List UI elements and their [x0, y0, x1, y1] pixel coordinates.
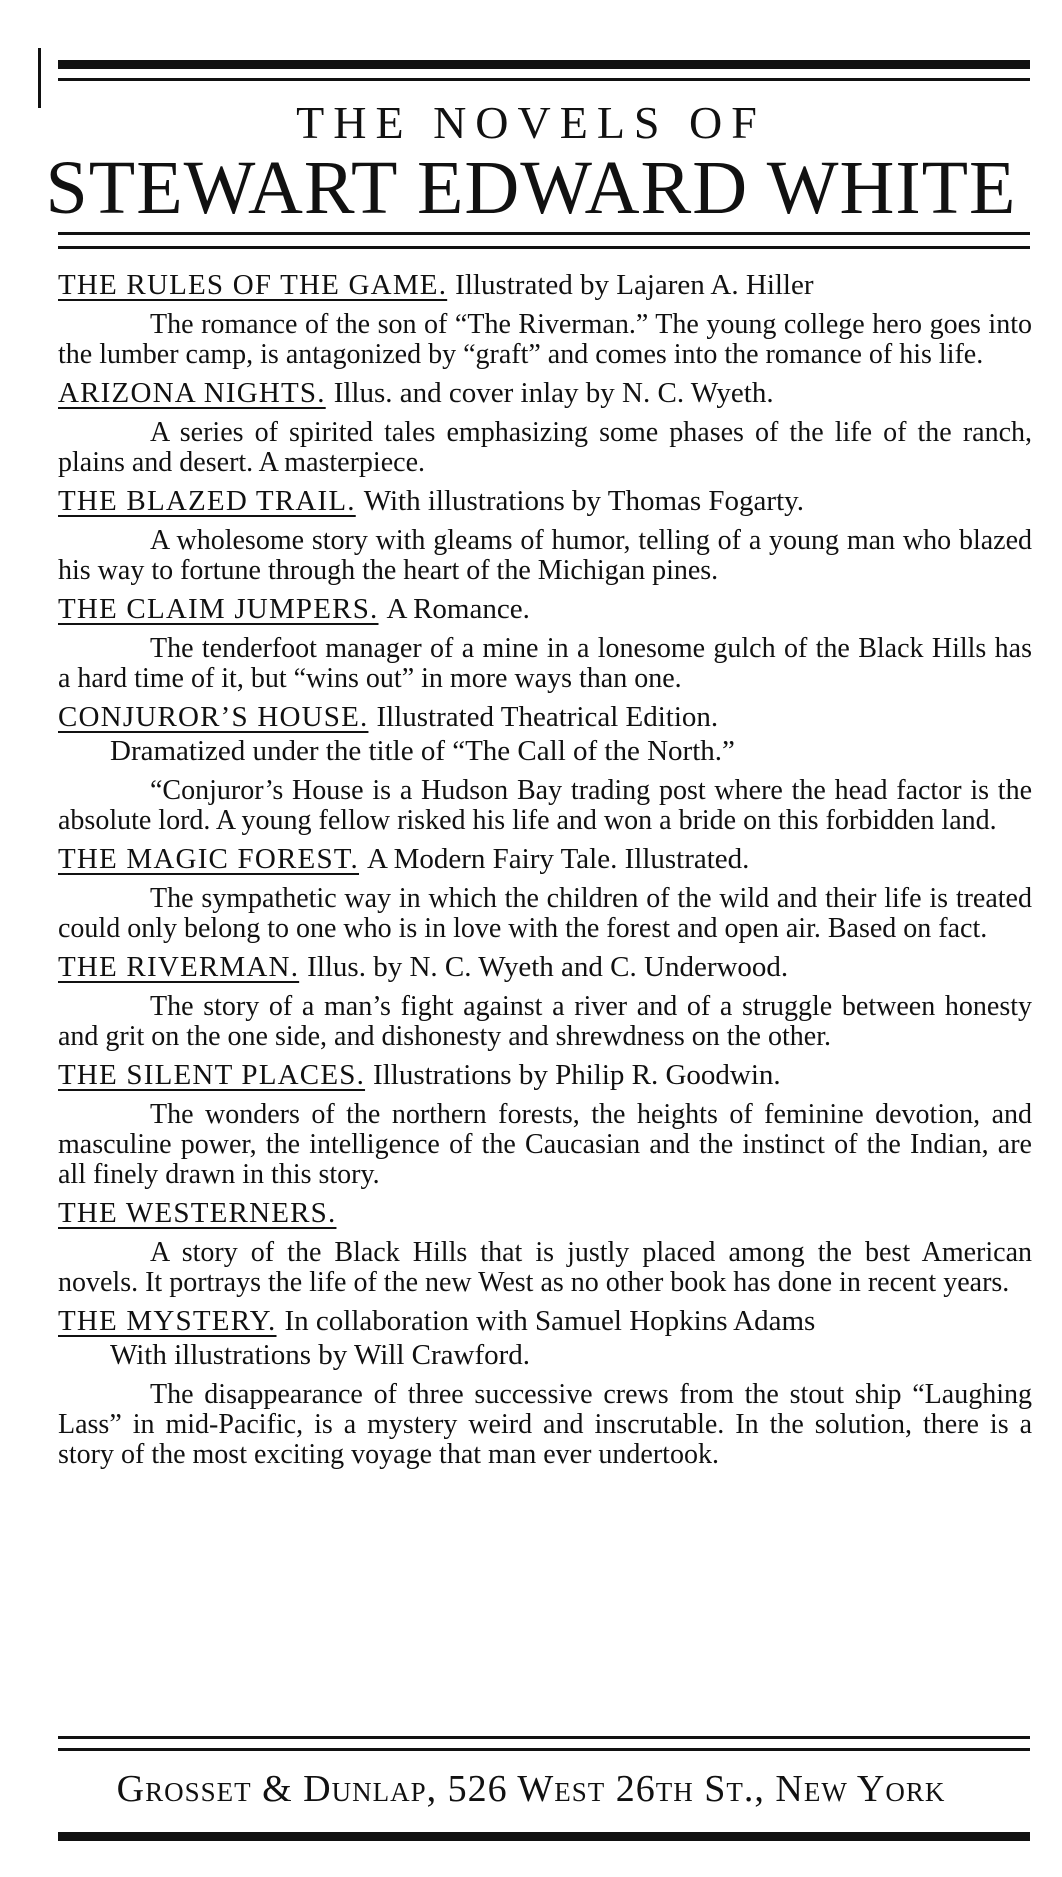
publisher-imprint: Grosset & Dunlap, 526 West 26th St., New York: [116, 1768, 946, 1810]
entry-title-line: [58, 1058, 1032, 1092]
novel-title: THE RULES OF THE GAME.: [58, 269, 448, 301]
novel-entry: [58, 950, 1032, 1052]
header-rule-1: [58, 232, 1030, 235]
novel-credit: In collaboration with Samuel Hopkins Adams: [284, 1305, 816, 1337]
novel-credit: Illustrated Theatrical Edition.: [376, 701, 719, 733]
novel-credit: Illustrations by Philip R. Goodwin.: [373, 1059, 781, 1091]
entry-title-line: [58, 950, 1032, 984]
entry-title-line: [58, 700, 1032, 734]
novel-entry: [58, 1058, 1032, 1190]
novel-title: THE RIVERMAN.: [58, 951, 300, 983]
novel-title: THE WESTERNERS.: [58, 1197, 337, 1229]
novel-title: CONJUROR’S HOUSE.: [58, 701, 369, 733]
novel-description: The disappearance of three successive crews from the stout ship “Laughing Lass” in mid-Pacific, is a mystery weird and inscrutable. In the solution, there is a story of the most exciting voyage that man ever undertook.: [58, 1379, 1032, 1470]
novel-credit: Illus. and cover inlay by N. C. Wyeth.: [333, 377, 774, 409]
bottom-rule-thick: [58, 1832, 1030, 1841]
entry-title-line: [58, 842, 1032, 876]
novel-title: THE CLAIM JUMPERS.: [58, 593, 379, 625]
novel-entry: [58, 484, 1032, 586]
novel-description: A series of spirited tales emphasizing some phases of the life of the ranch, plains and desert. A masterpiece.: [58, 417, 1032, 478]
novel-description: The tenderfoot manager of a mine in a lonesome gulch of the Black Hills has a hard time of it, but “wins out” in more ways than one.: [58, 633, 1032, 694]
novel-description: The wonders of the northern forests, the heights of feminine devotion, and masculine power, the intelligence of the Caucasian and the instinct of the Indian, are all finely drawn in this story.: [58, 1099, 1032, 1190]
novel-description: The romance of the son of “The Riverman.” The young college hero goes into the lumber camp, is antagonized by “graft” and comes into the romance of his life.: [58, 309, 1032, 370]
novel-credit: A Romance.: [386, 593, 530, 625]
novel-title: THE SILENT PLACES.: [58, 1059, 366, 1091]
entry-title-line: [58, 484, 1032, 518]
header-line-1: THE NOVELS OF: [296, 97, 766, 148]
novel-entry: [58, 376, 1032, 478]
novel-description: A story of the Black Hills that is justly placed among the best American novels. It portrays the life of the new West as no other book has done in recent years.: [58, 1237, 1032, 1298]
novel-description: The story of a man’s fight against a river and of a struggle between honesty and grit on the one side, and dishonesty and shrewdness on the other.: [58, 991, 1032, 1052]
novel-entry: [58, 842, 1032, 944]
footer-rule-2: [58, 1748, 1030, 1751]
novel-list: [58, 268, 1032, 1476]
novel-title: THE MYSTERY.: [58, 1305, 277, 1337]
entry-title-line: [58, 268, 1032, 302]
footer-rule-1: [58, 1736, 1030, 1739]
entry-title-line: [58, 376, 1032, 410]
novel-description: A wholesome story with gleams of humor, telling of a young man who blazed his way to fortune through the heart of the Michigan pines.: [58, 525, 1032, 586]
crop-mark: [38, 48, 41, 108]
novel-description: The sympathetic way in which the children of the wild and their life is treated could only belong to one who is in love with the forest and open air. Based on fact.: [58, 883, 1032, 944]
top-rule-thin: [58, 78, 1030, 81]
novel-credit: A Modern Fairy Tale. Illustrated.: [367, 843, 750, 875]
novel-title: ARIZONA NIGHTS.: [58, 377, 326, 409]
novel-subline: Dramatized under the title of “The Call of the North.”: [110, 735, 735, 767]
novel-entry: [58, 1304, 1032, 1470]
entry-title-line: [58, 1196, 1032, 1230]
header-rule-2: [58, 246, 1030, 249]
novel-entry: [58, 700, 1032, 836]
novel-credit: Illus. by N. C. Wyeth and C. Underwood.: [307, 951, 789, 983]
novel-credit: With illustrations by Thomas Fogarty.: [363, 485, 805, 517]
novel-credit: Illustrated by Lajaren A. Hiller: [455, 269, 814, 301]
entry-title-line: [58, 592, 1032, 626]
header-author-name: STEWART EDWARD WHITE: [45, 146, 1017, 230]
novel-title: THE BLAZED TRAIL.: [58, 485, 356, 517]
novel-description: “Conjuror’s House is a Hudson Bay trading post where the head factor is the absolute lord. A young fellow risked his life and won a bride on this forbidden land.: [58, 775, 1032, 836]
novel-subline: With illustrations by Will Crawford.: [110, 1339, 531, 1371]
top-rule-thick: [58, 60, 1030, 69]
novel-title: THE MAGIC FOREST.: [58, 843, 360, 875]
novel-entry: [58, 268, 1032, 370]
novel-entry: [58, 1196, 1032, 1298]
novel-entry: [58, 592, 1032, 694]
entry-title-line: [58, 1304, 1032, 1338]
